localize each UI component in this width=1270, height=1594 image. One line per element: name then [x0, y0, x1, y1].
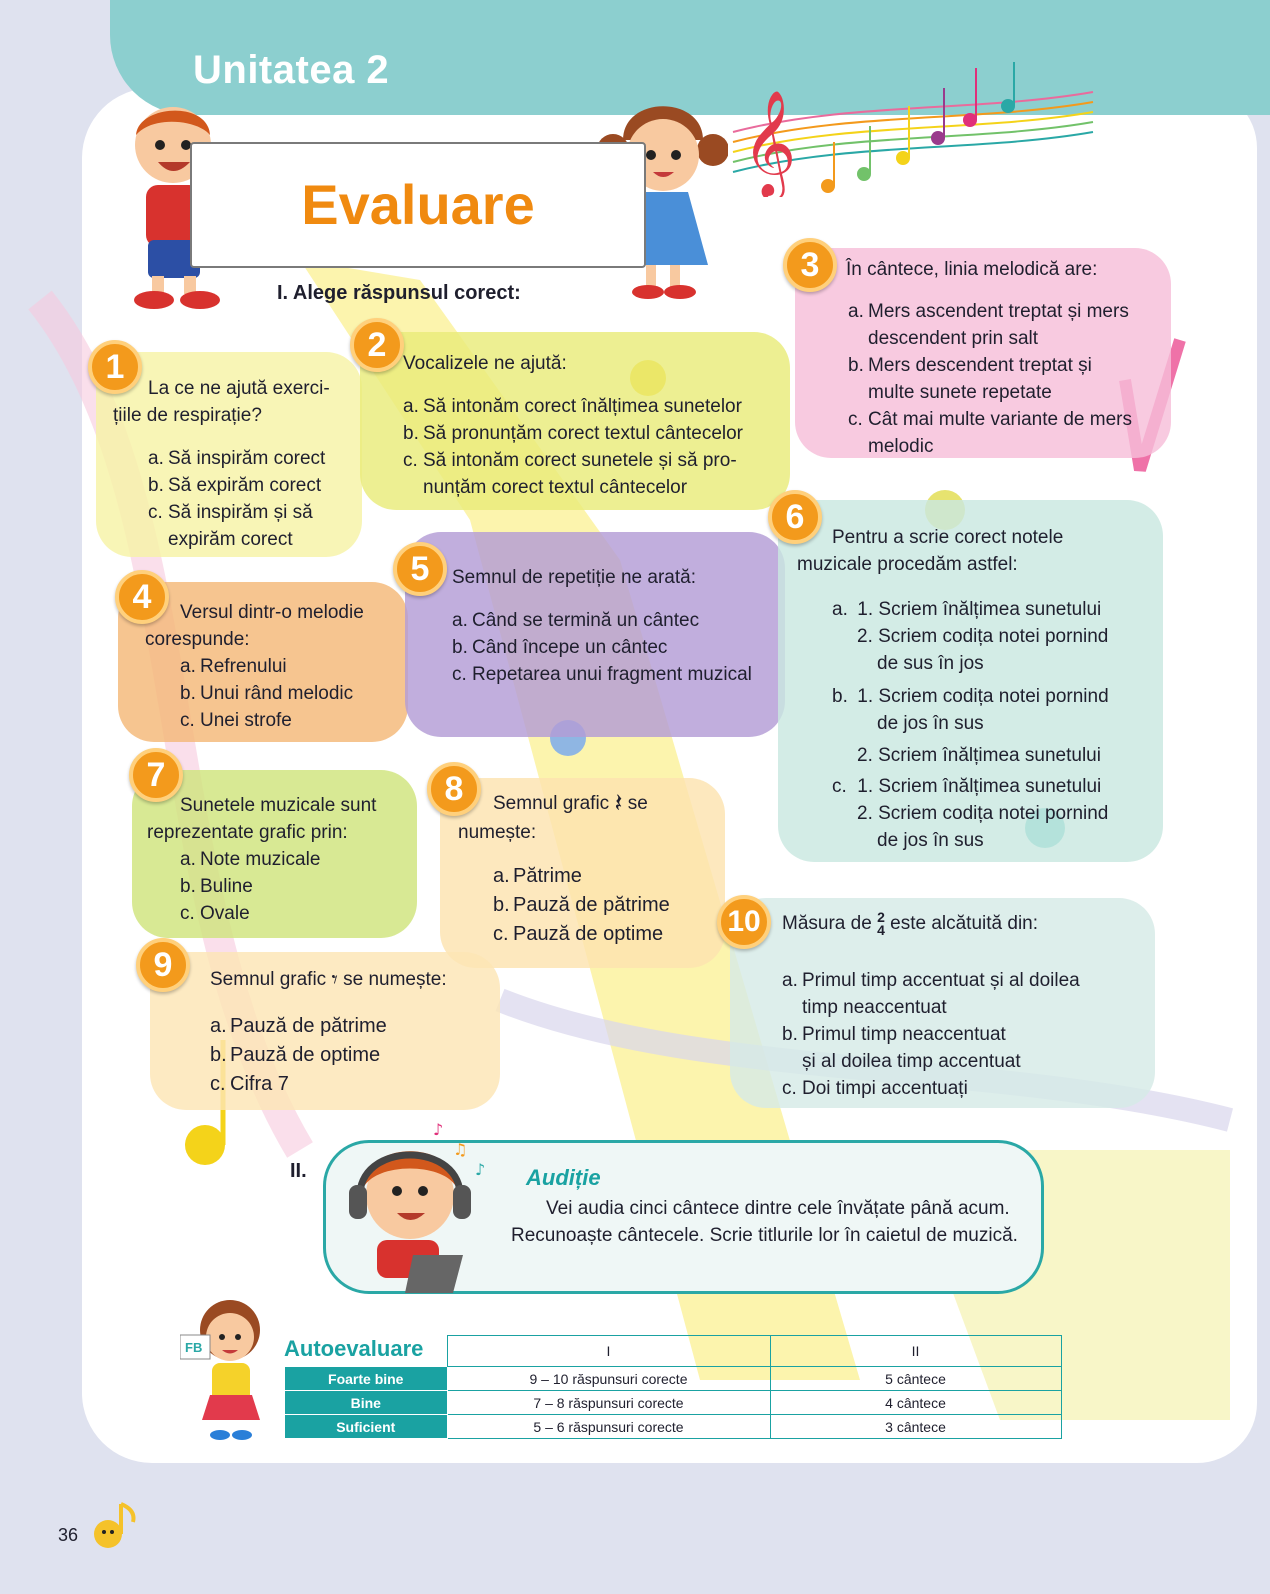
option-b[interactable]: [210, 1041, 387, 1070]
option-c[interactable]: [180, 707, 353, 734]
question-6-text2: muzicale procedăm astfel:: [797, 554, 1018, 575]
option-letter: a.: [180, 849, 196, 870]
option-c[interactable]: [403, 447, 743, 501]
option-text-cont: 2. Scriem codița notei pornind: [857, 803, 1109, 824]
option-b[interactable]: [452, 634, 752, 661]
question-5-number: 5: [393, 542, 447, 596]
girl-with-flag-illustration: [180, 1295, 275, 1445]
option-letter: c.: [180, 903, 195, 924]
option-text-cont: de jos în sus: [877, 830, 984, 851]
option-a[interactable]: [832, 596, 1162, 677]
option-text: Cât mai multe variante de mers: [868, 409, 1132, 430]
option-text: Ovale: [200, 903, 250, 924]
row-label: Suficient: [285, 1415, 448, 1439]
headphones-icon: [349, 1185, 367, 1219]
option-c[interactable]: [493, 920, 670, 949]
question-10-options: [782, 967, 1080, 1102]
option-letter: a.: [832, 599, 848, 620]
option-letter: b.: [403, 423, 419, 444]
option-text: Unui rând melodic: [200, 683, 354, 704]
question-9-text-post: se numește:: [343, 969, 447, 990]
table-row: [285, 1415, 1062, 1439]
option-letter: a.: [782, 970, 798, 991]
question-6-options: [832, 596, 1162, 854]
audition-title: Audiție: [526, 1165, 601, 1190]
question-2-options: [403, 393, 743, 501]
option-letter: c.: [403, 450, 418, 471]
section2-heading: II.: [290, 1160, 307, 1182]
option-text: Primul timp accentuat și al doilea: [802, 970, 1080, 991]
treble-clef-icon: 𝄞: [742, 89, 797, 196]
option-a[interactable]: [210, 1012, 387, 1041]
option-text: Repetarea unui fragment muzical: [472, 664, 752, 685]
question-4-text: Versul dintr-o melodie: [180, 602, 364, 623]
question-1-text2: țiile de respirație?: [113, 405, 262, 426]
boy-with-headphones-illustration: [335, 1115, 500, 1305]
time-signature-top: 2: [877, 908, 885, 925]
option-text: Pauză de pătrime: [230, 1015, 387, 1037]
option-text: Unei strofe: [200, 710, 292, 731]
option-letter: b.: [493, 894, 510, 916]
option-b[interactable]: [832, 683, 1162, 769]
time-signature-icon: [877, 908, 885, 938]
question-6-number: 6: [768, 490, 822, 544]
row-cell: 7 – 8 răspunsuri corecte: [447, 1391, 770, 1415]
question-8-text2: numește:: [458, 822, 537, 843]
option-a[interactable]: [493, 862, 670, 891]
option-text: Pătrime: [513, 865, 582, 887]
option-letter: b.: [180, 683, 196, 704]
option-a[interactable]: [148, 445, 325, 472]
question-2-text: Vocalizele ne ajută:: [403, 353, 567, 374]
option-c[interactable]: [180, 900, 320, 927]
option-text: Să inspirăm corect: [168, 448, 326, 469]
fb-badge: FB: [185, 1340, 203, 1355]
audition-text: Vei audia cinci cântece dintre cele învățate până acum. Recunoaște cântecele. Scrie titlurile lor în caietul de muzică.: [511, 1198, 1018, 1246]
option-letter: c.: [782, 1078, 797, 1099]
table-header-col1: I: [447, 1336, 770, 1367]
question-7-options: [180, 846, 320, 927]
option-b[interactable]: [848, 352, 1132, 406]
question-6-text: Pentru a scrie corect notele: [832, 527, 1064, 548]
option-text-cont: de jos în sus: [877, 713, 984, 734]
option-b[interactable]: [403, 420, 743, 447]
question-7-number: 7: [129, 748, 183, 802]
question-4-text2: corespunde:: [145, 629, 250, 650]
option-letter: c.: [210, 1073, 226, 1095]
page-number: 36: [58, 1525, 79, 1545]
staff-decoration: [728, 62, 1098, 197]
question-8-text-post: se: [627, 793, 648, 814]
option-text: Mers ascendent treptat și mers: [868, 301, 1129, 322]
option-text: Refrenului: [200, 656, 287, 677]
evaluation-title: Evaluare: [301, 173, 535, 236]
option-c[interactable]: [210, 1070, 387, 1099]
question-1-options: [148, 445, 325, 553]
option-c[interactable]: [148, 499, 325, 553]
option-a[interactable]: [848, 298, 1132, 352]
option-c[interactable]: [452, 661, 752, 688]
row-label: Bine: [285, 1391, 448, 1415]
option-letter: b.: [782, 1024, 798, 1045]
option-text: 1. Scriem înălțimea sunetului: [857, 776, 1102, 797]
option-letter: c.: [832, 776, 847, 797]
question-1-number: 1: [88, 340, 142, 394]
option-text: 1. Scriem înălțimea sunetului: [857, 599, 1102, 620]
question-9-options: [210, 1012, 387, 1099]
option-a[interactable]: [403, 393, 743, 420]
question-8-text: [493, 790, 648, 817]
option-b[interactable]: [493, 891, 670, 920]
option-a[interactable]: [180, 846, 320, 873]
option-b[interactable]: [180, 680, 353, 707]
option-letter: a.: [493, 865, 510, 887]
option-a[interactable]: [180, 653, 353, 680]
question-5-text: Semnul de repetiție ne arată:: [452, 567, 696, 588]
option-letter: c.: [493, 923, 509, 945]
question-3-text: În cântece, linia melodică are:: [846, 259, 1098, 280]
question-2-number: 2: [350, 318, 404, 372]
option-text: Să inspirăm și să: [168, 502, 313, 523]
question-3-options: [848, 298, 1132, 460]
option-letter: a.: [210, 1015, 227, 1037]
question-8-options: [493, 862, 670, 949]
option-letter: a.: [452, 610, 468, 631]
question-9-number: 9: [136, 938, 190, 992]
evaluation-sign: [190, 142, 646, 268]
music-note-icon: [185, 1125, 225, 1165]
option-text: Pauză de optime: [513, 923, 664, 945]
option-text-cont: nunțăm corect textul cântecelor: [423, 477, 688, 498]
table-header-row: [285, 1336, 1062, 1367]
eighth-rest-icon: 𝄾: [331, 965, 338, 994]
row-cell: 3 cântece: [770, 1415, 1061, 1439]
question-9-text: [210, 966, 447, 993]
option-letter: b.: [832, 686, 848, 707]
option-text-cont: descendent prin salt: [868, 328, 1039, 349]
option-letter: c.: [148, 502, 163, 523]
row-cell: 5 – 6 răspunsuri corecte: [447, 1415, 770, 1439]
question-4-options: [180, 653, 353, 734]
option-a[interactable]: [452, 607, 752, 634]
option-text-cont: melodic: [868, 436, 934, 457]
option-c[interactable]: [832, 773, 1162, 854]
row-cell: 4 cântece: [770, 1391, 1061, 1415]
option-text-cont: multe sunete repetate: [868, 382, 1052, 403]
question-7-text: Sunetele muzicale sunt: [180, 795, 377, 816]
option-text: Mers descendent treptat și: [868, 355, 1092, 376]
table-row: [285, 1367, 1062, 1391]
section1-heading: I. Alege răspunsul corect:: [277, 282, 521, 304]
option-letter: b.: [210, 1044, 227, 1066]
question-3-number: 3: [783, 238, 837, 292]
option-text: Note muzicale: [200, 849, 321, 870]
option-letter: c.: [848, 409, 863, 430]
option-letter: c.: [452, 664, 467, 685]
question-10-text-post: este alcătuită din:: [890, 913, 1039, 934]
quarter-rest-icon: 𝄽: [614, 788, 623, 819]
question-10-text-pre: Măsura de: [782, 913, 872, 934]
option-text-cont: expirăm corect: [168, 529, 293, 550]
option-letter: b.: [148, 475, 164, 496]
question-4-number: 4: [115, 570, 169, 624]
option-c[interactable]: [848, 406, 1132, 460]
question-10-text: [782, 910, 1038, 937]
option-b[interactable]: [180, 873, 320, 900]
option-a[interactable]: [782, 967, 1080, 1021]
laptop-icon: [405, 1255, 463, 1293]
option-b[interactable]: [782, 1021, 1080, 1075]
option-text: 1. Scriem codița notei pornind: [857, 686, 1109, 707]
option-c[interactable]: [782, 1075, 1080, 1102]
option-text: Să intonăm corect sunetele și să pro-: [423, 450, 737, 471]
option-text: Primul timp neaccentuat: [802, 1024, 1006, 1045]
option-letter: a.: [180, 656, 196, 677]
row-cell: 5 cântece: [770, 1367, 1061, 1391]
question-8-text-pre: Semnul grafic: [493, 793, 610, 814]
table-header-col2: II: [770, 1336, 1061, 1367]
question-9-text-pre: Semnul grafic: [210, 969, 327, 990]
table-row: [285, 1391, 1062, 1415]
option-text-cont: timp neaccentuat: [802, 997, 947, 1018]
row-cell: 9 – 10 răspunsuri corecte: [447, 1367, 770, 1391]
option-text: Doi timpi accentuați: [802, 1078, 968, 1099]
music-note-mascot-icon: [88, 1500, 143, 1550]
self-eval-table: [284, 1335, 1062, 1439]
question-10-number: 10: [717, 895, 771, 949]
option-text-cont: 2. Scriem codița notei pornind: [857, 626, 1109, 647]
option-letter: a.: [148, 448, 164, 469]
option-b[interactable]: [148, 472, 325, 499]
option-text: Cifra 7: [230, 1073, 289, 1095]
option-letter: a.: [848, 301, 864, 322]
option-text: Când se termină un cântec: [472, 610, 700, 631]
row-label: Foarte bine: [285, 1367, 448, 1391]
option-text-cont: și al doilea timp accentuat: [802, 1051, 1021, 1072]
option-text: Buline: [200, 876, 253, 897]
option-text-cont: de sus în jos: [877, 653, 984, 674]
unit-title: Unitatea 2: [193, 48, 390, 92]
option-letter: b.: [180, 876, 196, 897]
option-text: Să intonăm corect înălțimea sunetelor: [423, 396, 742, 417]
option-text: Pauză de optime: [230, 1044, 381, 1066]
svg-text:♪: ♪: [475, 1160, 486, 1179]
self-eval-title: Autoevaluare: [284, 1336, 424, 1361]
option-text-cont: 2. Scriem înălțimea sunetului: [857, 745, 1101, 766]
svg-text:♪: ♪: [433, 1120, 444, 1139]
option-text: Pauză de pătrime: [513, 894, 670, 916]
option-text: Când începe un cântec: [472, 637, 668, 658]
question-1-text: [148, 375, 330, 402]
option-letter: c.: [180, 710, 195, 731]
question-7-text2: reprezentate grafic prin:: [147, 822, 348, 843]
option-letter: b.: [452, 637, 468, 658]
time-signature-bottom: 4: [877, 921, 885, 938]
table-corner: [285, 1336, 448, 1367]
option-text: Să expirăm corect: [168, 475, 322, 496]
option-letter: b.: [848, 355, 864, 376]
question-8-number: 8: [427, 762, 481, 816]
option-letter: a.: [403, 396, 419, 417]
question-1-line1: La ce ne ajută exerci-: [148, 378, 330, 399]
question-5-options: [452, 607, 752, 688]
svg-text:♫: ♫: [453, 1140, 468, 1159]
option-text: Să pronunțăm corect textul cântecelor: [423, 423, 744, 444]
